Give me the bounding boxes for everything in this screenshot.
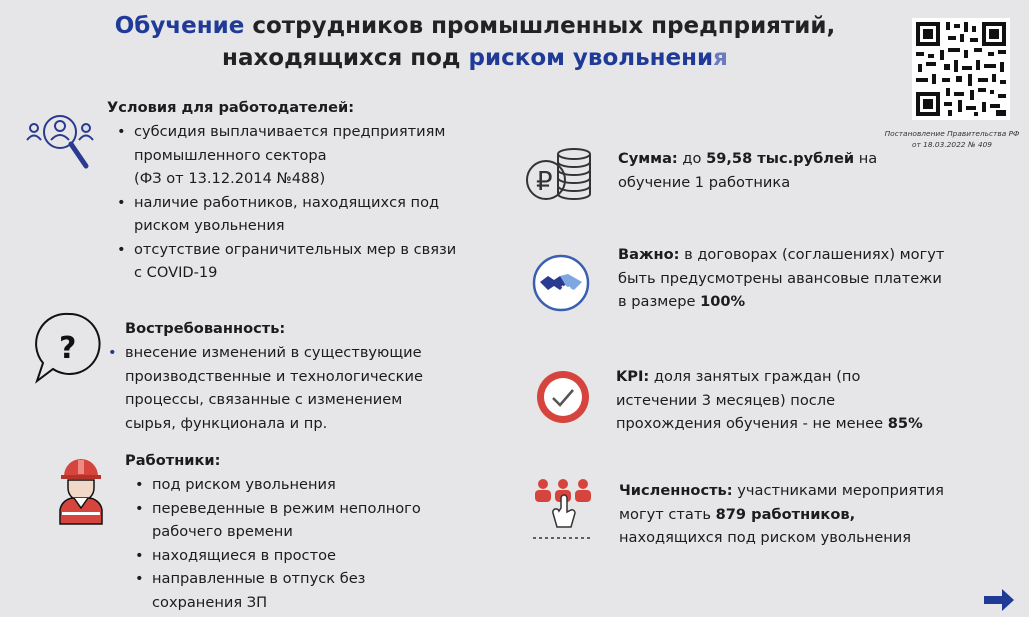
count-label: Численность: [619, 482, 733, 499]
svg-text:?: ? [59, 331, 77, 366]
amount-text: до [677, 150, 707, 167]
recruitment-icon [24, 108, 96, 180]
section-heading: Работники: [125, 452, 221, 469]
title-text: сотрудников промышленных предприятий, [244, 13, 836, 39]
qr-caption-line: от 18.03.2022 № 409 [912, 140, 992, 149]
title-highlight: риском увольнени [468, 45, 714, 71]
list-item [134, 120, 467, 144]
list-text-cont: процессы, связанные с изменением [125, 391, 403, 408]
list-text-cont: сохранения ЗП [152, 593, 268, 611]
workers-section [125, 452, 445, 614]
important-text: в договорах (соглашениях) могут [679, 246, 945, 263]
list-item [134, 238, 467, 262]
important-text: быть предусмотрены авансовые платежи [618, 269, 942, 287]
important-label: Важно: [618, 246, 680, 263]
amount-text: на [854, 150, 878, 167]
kpi-value: 85% [887, 415, 923, 432]
kpi-block [616, 365, 946, 436]
worker-icon [56, 456, 106, 530]
kpi-text: прохождения обучения - не менее [616, 415, 888, 432]
list-item [152, 497, 445, 521]
svg-text:₽: ₽ [536, 167, 553, 197]
list-text: находящиеся в простое [152, 546, 336, 564]
list-text-cont: (ФЗ от 13.12.2014 №488) [134, 170, 326, 187]
list-text-cont: промышленного сектора [134, 146, 327, 164]
count-value: 879 работников, [715, 505, 856, 523]
count-block [619, 479, 949, 550]
employer-conditions [107, 99, 467, 285]
important-text: в размере [618, 293, 701, 310]
list-text: направленные в отпуск без [152, 570, 366, 587]
list-item [125, 341, 447, 365]
list-text: субсидия выплачивается предприятиям [134, 123, 446, 140]
list-item [152, 567, 445, 591]
list-text: под риском увольнения [152, 476, 336, 493]
amount-text: обучение 1 работника [618, 173, 791, 191]
kpi-label: KPI: [616, 368, 650, 385]
list-text: внесение изменений в существующие [125, 344, 422, 361]
list-text-cont: с COVID-19 [134, 264, 218, 281]
ruble-coins-icon [524, 146, 594, 206]
count-text: могут стать [619, 505, 716, 523]
title-highlight: я [713, 45, 728, 71]
important-block [618, 243, 948, 314]
list-text: отсутствие ограничительных мер в связи [134, 240, 457, 258]
next-arrow-icon[interactable] [982, 587, 1016, 617]
list-text-cont: производственные и технологические [125, 367, 423, 385]
list-item [152, 544, 445, 568]
important-value: 100% [700, 293, 746, 310]
handshake-icon [532, 254, 590, 316]
people-select-icon [531, 474, 595, 546]
list-text-cont: рабочего времени [152, 523, 293, 540]
section-heading: Востребованность: [125, 320, 286, 337]
count-text: находящихся под риском увольнения [619, 529, 912, 546]
list-text-cont: сырья, функционала и пр. [125, 414, 328, 432]
qr-caption-line: Постановление Правительства РФ [884, 129, 1020, 138]
amount-label: Сумма: [618, 150, 678, 167]
amount-value: 59,58 тыс.рублей [706, 150, 855, 167]
list-item [152, 473, 445, 497]
kpi-text: истечении 3 месяцев) после [616, 391, 836, 409]
title-highlight: Обучение [114, 13, 245, 39]
count-text: участниками мероприятия [732, 482, 944, 499]
demand-section [107, 320, 447, 435]
qr-code[interactable] [912, 18, 1010, 120]
list-text: переведенные в режим неполного [152, 499, 421, 517]
list-text-cont: риском увольнения [134, 217, 285, 234]
kpi-text: доля занятых граждан (по [649, 368, 861, 385]
list-item [134, 191, 467, 215]
question-bubble-icon [34, 310, 104, 388]
section-heading: Условия для работодателей: [107, 99, 355, 116]
page-title [0, 10, 950, 74]
title-text: находящихся под [222, 45, 469, 71]
list-text: наличие работников, находящихся под [134, 193, 440, 211]
amount-block [618, 147, 918, 194]
check-circle-icon [534, 368, 592, 430]
